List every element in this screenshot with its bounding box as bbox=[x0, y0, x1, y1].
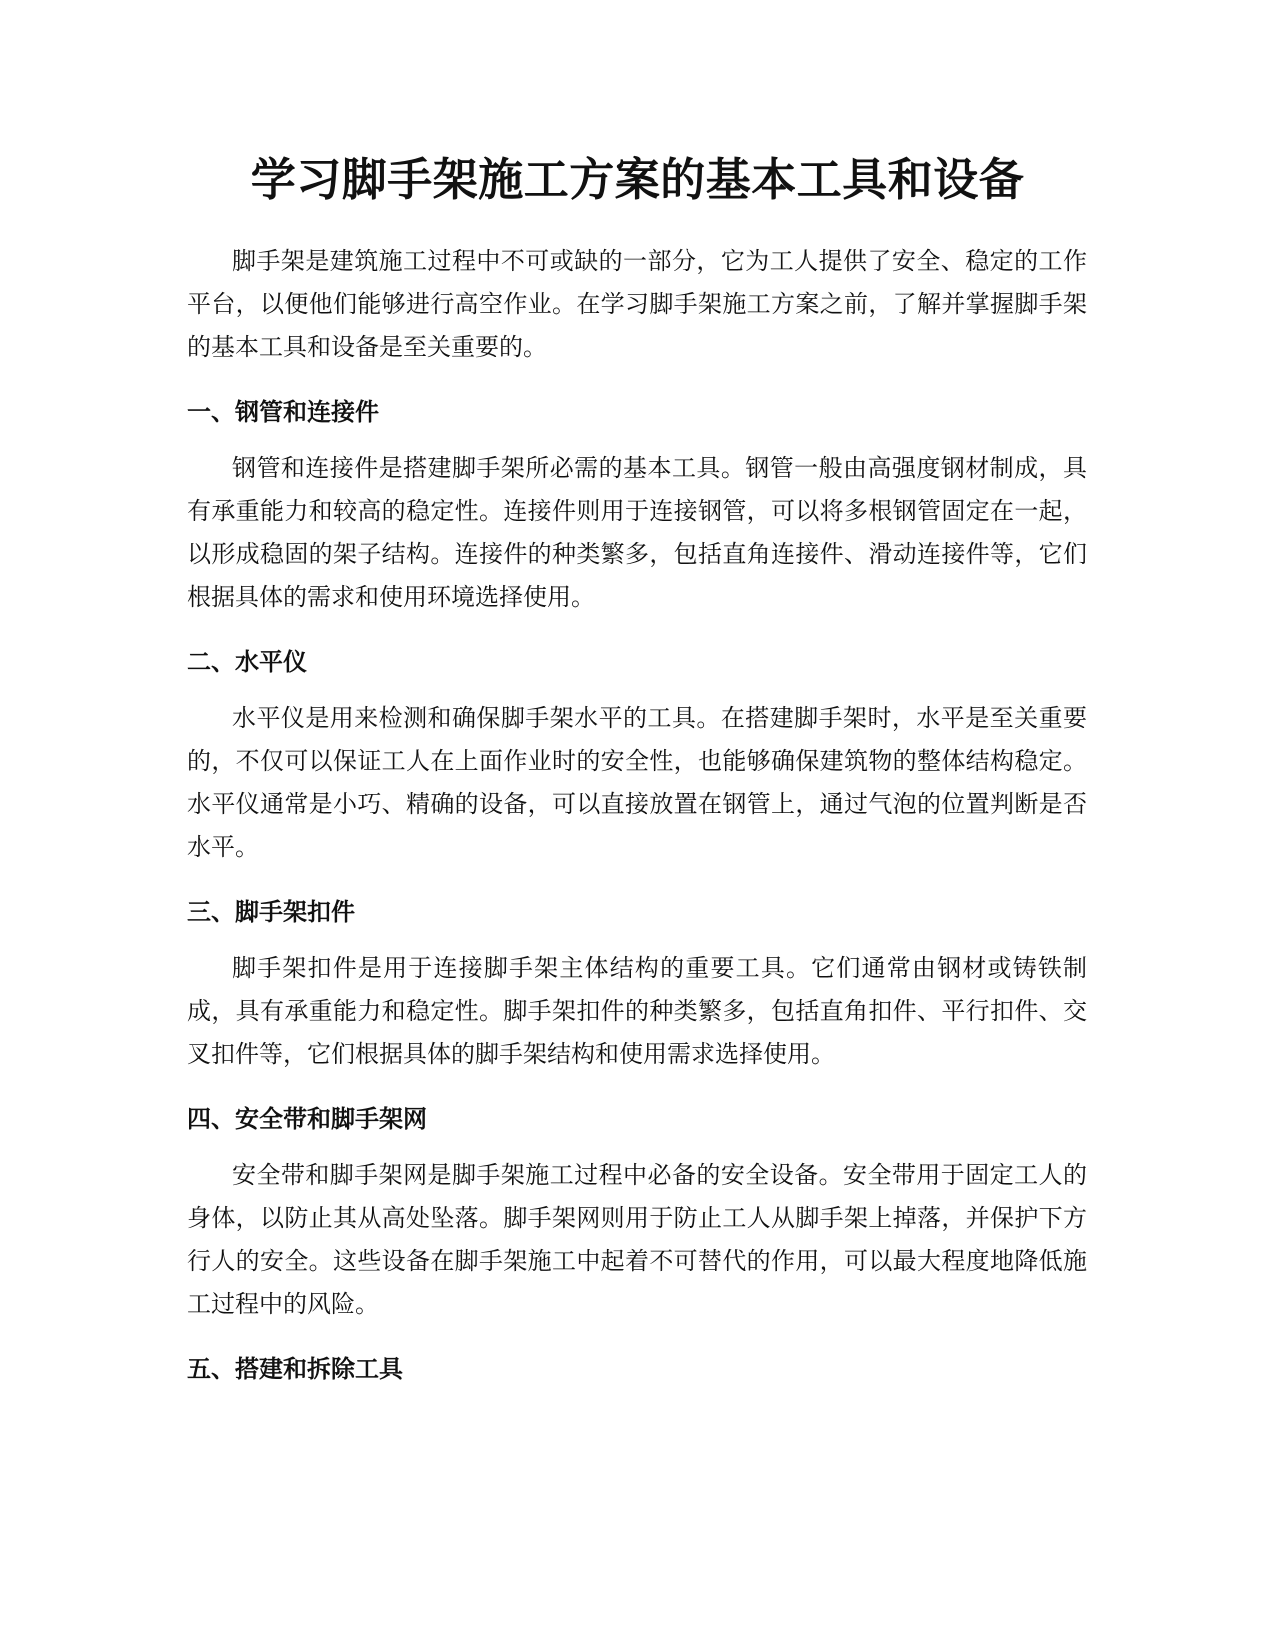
section-body-safety-gear: 安全带和脚手架网是脚手架施工过程中必备的安全设备。安全带用于固定工人的身体，以防止其从高处坠落。脚手架网则用于防止工人从脚手架上掉落，并保护下方行人的安全。这些设备在脚手架施工中起着不可替代的作用，可以最大程度地降低施工过程中的风险。 bbox=[187, 1161, 1087, 1318]
section-heading-safety-gear: 四、安全带和脚手架网 bbox=[187, 1105, 427, 1133]
section-body-couplers: 脚手架扣件是用于连接脚手架主体结构的重要工具。它们通常由钢材或铸铁制成，具有承重能力和稳定性。脚手架扣件的种类繁多，包括直角扣件、平行扣件、交叉扣件等，它们根据具体的脚手架结构和使用需求选择使用。 bbox=[187, 954, 1087, 1068]
intro-paragraph: 脚手架是建筑施工过程中不可或缺的一部分，它为工人提供了安全、稳定的工作平台，以便他们能够进行高空作业。在学习脚手架施工方案之前，了解并掌握脚手架的基本工具和设备是至关重要的。 bbox=[187, 247, 1087, 361]
section-heading-couplers: 三、脚手架扣件 bbox=[187, 898, 355, 926]
section-heading-steel-pipes: 一、钢管和连接件 bbox=[187, 398, 379, 426]
section-body-steel-pipes: 钢管和连接件是搭建脚手架所必需的基本工具。钢管一般由高强度钢材制成，具有承重能力和较高的稳定性。连接件则用于连接钢管，可以将多根钢管固定在一起，以形成稳固的架子结构。连接件的种类繁多，包括直角连接件、滑动连接件等，它们根据具体的需求和使用环境选择使用。 bbox=[187, 454, 1087, 611]
document-title: 学习脚手架施工方案的基本工具和设备 bbox=[250, 153, 1025, 206]
document-body bbox=[187, 240, 1087, 1389]
section-heading-level: 二、水平仪 bbox=[187, 648, 307, 676]
section-body-level: 水平仪是用来检测和确保脚手架水平的工具。在搭建脚手架时，水平是至关重要的，不仅可以保证工人在上面作业时的安全性，也能够确保建筑物的整体结构稳定。水平仪通常是小巧、精确的设备，可以直接放置在钢管上，通过气泡的位置判断是否水平。 bbox=[187, 704, 1087, 861]
section-heading-erection-tools: 五、搭建和拆除工具 bbox=[187, 1355, 403, 1383]
